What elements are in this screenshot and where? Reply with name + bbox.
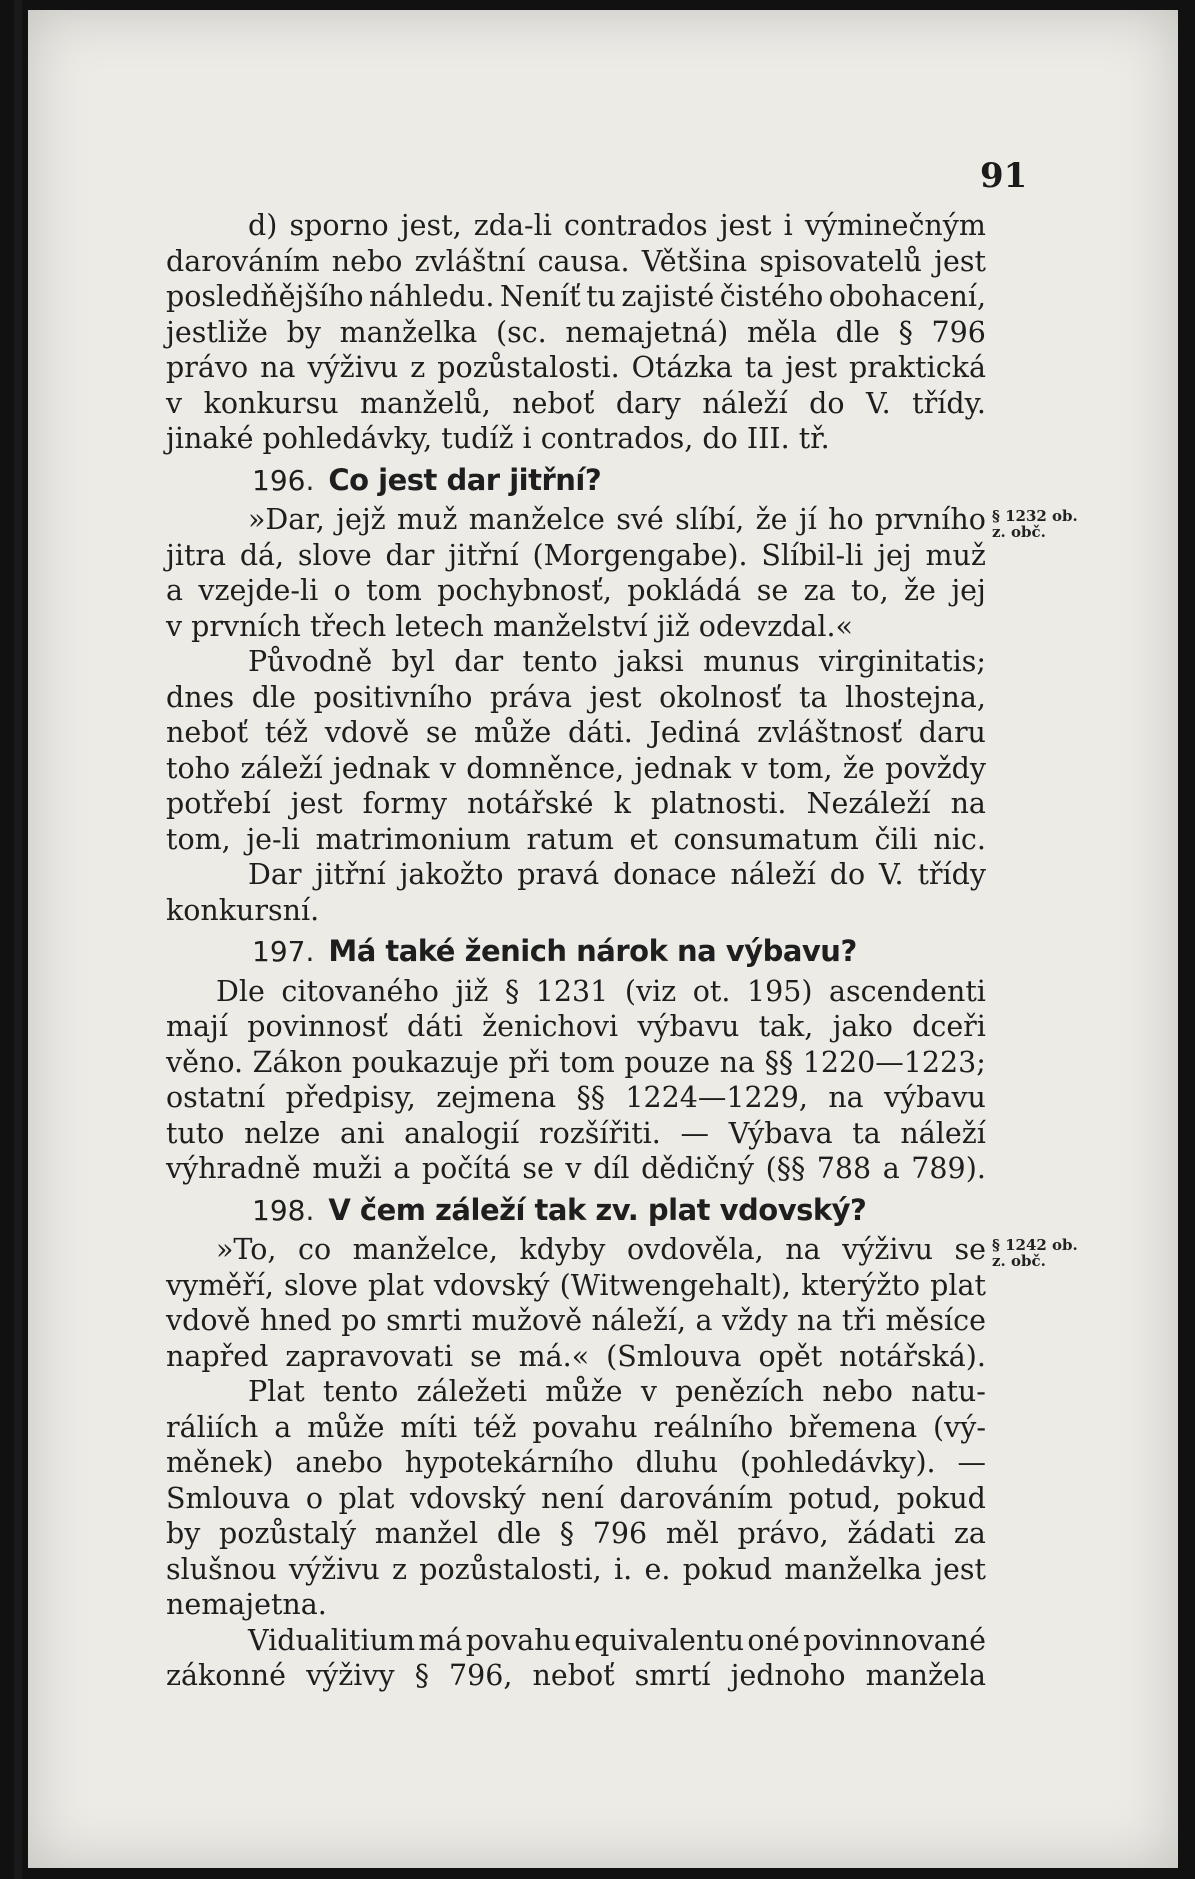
body-text — [166, 208, 986, 1694]
section-198-body — [166, 1232, 986, 1694]
text-line: posledňějšího náhledu. Neníť tu zajisté čistého obohacení, — [166, 280, 986, 313]
text-line: v konkursu manželů, neboť dary náleží do V. třídy. — [166, 386, 986, 420]
section-heading-196 — [166, 463, 986, 499]
text-line: »Dar, jejž muž manželce své slíbí, že jí ho prvního — [248, 503, 986, 536]
text-line: Smlouva o plat vdovský není darováním potud, pokud — [166, 1481, 986, 1515]
section-197-body — [166, 974, 986, 1187]
text-line: nemajetna. — [166, 1588, 327, 1621]
text-line: jestliže by manželka (sc. nemajetná) měla dle § 796 — [166, 315, 986, 349]
text-line: toho záleží jednak v domněnce, jednak v tom, že povždy — [166, 751, 986, 785]
text-line: ráliích a může míti též povahu reálního břemena (vý- — [166, 1410, 986, 1444]
text-line: »To, co manželce, kdyby ovdověla, na výživu se — [216, 1233, 986, 1266]
section-196-body — [166, 502, 986, 928]
text-line: jinaké pohledávky, tudíž i contrados, do III. tř. — [166, 422, 830, 455]
text-line: mají povinnosť dáti ženichovi výbavu tak, jako dceři — [166, 1010, 986, 1043]
text-line: právo na výživu z pozůstalosti. Otázka ta jest praktická — [166, 351, 986, 384]
text-line: slušnou výživu z pozůstalosti, i. e. pokud manželka jest — [166, 1552, 986, 1586]
section-heading-197 — [166, 934, 986, 970]
section-number: 197. — [252, 935, 315, 968]
text-line: by pozůstalý manžel dle § 796 měl právo, žádati za — [166, 1517, 986, 1550]
text-line: zákonné výživy § 796, neboť smrtí jednoho manžela — [166, 1659, 986, 1692]
text-line: dnes dle positivního práva jest okolnosť ta lhostejna, — [166, 680, 986, 714]
section-title: V čem záleží tak zv. plat vdovský? — [328, 1192, 867, 1227]
text-line: Plat tento záležeti může v penězích nebo natu- — [248, 1375, 986, 1408]
text-line: tom, je-li matrimonium ratum et consumatum čili nic. — [166, 822, 986, 856]
text-line: v prvních třech letech manželství již odevzdal.« — [166, 609, 853, 643]
text-line: d) sporno jest, zda-li contrados jest i výminečným — [248, 209, 986, 242]
text-line: Dle citovaného již § 1231 (viz ot. 195) ascendenti — [216, 974, 986, 1008]
text-line: výhradně muži a počítá se v díl dědičný (§§ 788 a 789). — [166, 1152, 986, 1185]
margin-note-1242: § 1242 ob. z. obč. — [992, 1236, 1078, 1270]
text-line: tuto nelze ani analogií rozšířiti. — Výbava ta náleží — [166, 1116, 986, 1150]
section-heading-198 — [166, 1193, 986, 1229]
margin-note-1232: § 1232 ob. z. obč. — [992, 507, 1078, 541]
text-line: jitra dá, slove dar jitřní (Morgengabe). Slíbil-li jej muž — [166, 538, 986, 572]
text-line: vyměří, slove plat vdovský (Witwengehalt), kterýžto plat — [166, 1268, 986, 1302]
text-line: neboť též vdově se může dáti. Jediná zvláštnosť daru — [166, 716, 986, 749]
page-number: 91 — [980, 156, 1028, 196]
text-line: Původně byl dar tento jaksi munus virginitatis; — [248, 645, 986, 678]
text-line: a vzejde-li o tom pochybnosť, pokládá se za to, že jej — [166, 574, 986, 607]
text-line: ostatní předpisy, zejmena §§ 1224—1229, na výbavu — [166, 1081, 986, 1114]
text-line: vdově hned po smrti mužově náleží, a vždy na tři měsíce — [166, 1304, 986, 1337]
text-line: konkursní. — [166, 893, 320, 927]
section-number: 198. — [252, 1193, 315, 1227]
section-title: Co jest dar jitřní? — [328, 462, 602, 497]
text-line: Vidualitium má povahu equivalentu oné povinnované — [248, 1623, 986, 1657]
text-line: věno. Zákon poukazuje při tom pouze na §§ 1220—1223; — [166, 1045, 986, 1079]
text-line: měnek) anebo hypotekárního dluhu (pohledávky). — — [166, 1446, 986, 1479]
text-line: napřed zapravovati se má.« (Smlouva opět notářská). — [166, 1339, 986, 1373]
section-number: 196. — [252, 463, 315, 497]
section-title: Má také ženich nárok na výbavu? — [328, 934, 857, 968]
text-line: potřebí jest formy notářské k platnosti. Nezáleží na — [166, 787, 986, 820]
paragraph-d — [166, 208, 986, 457]
text-line: Dar jitřní jakožto pravá donace náleží do V. třídy — [248, 858, 986, 891]
text-line: darováním nebo zvláštní causa. Většina spisovatelů jest — [166, 244, 986, 278]
book-spine-edge — [14, 0, 22, 1879]
